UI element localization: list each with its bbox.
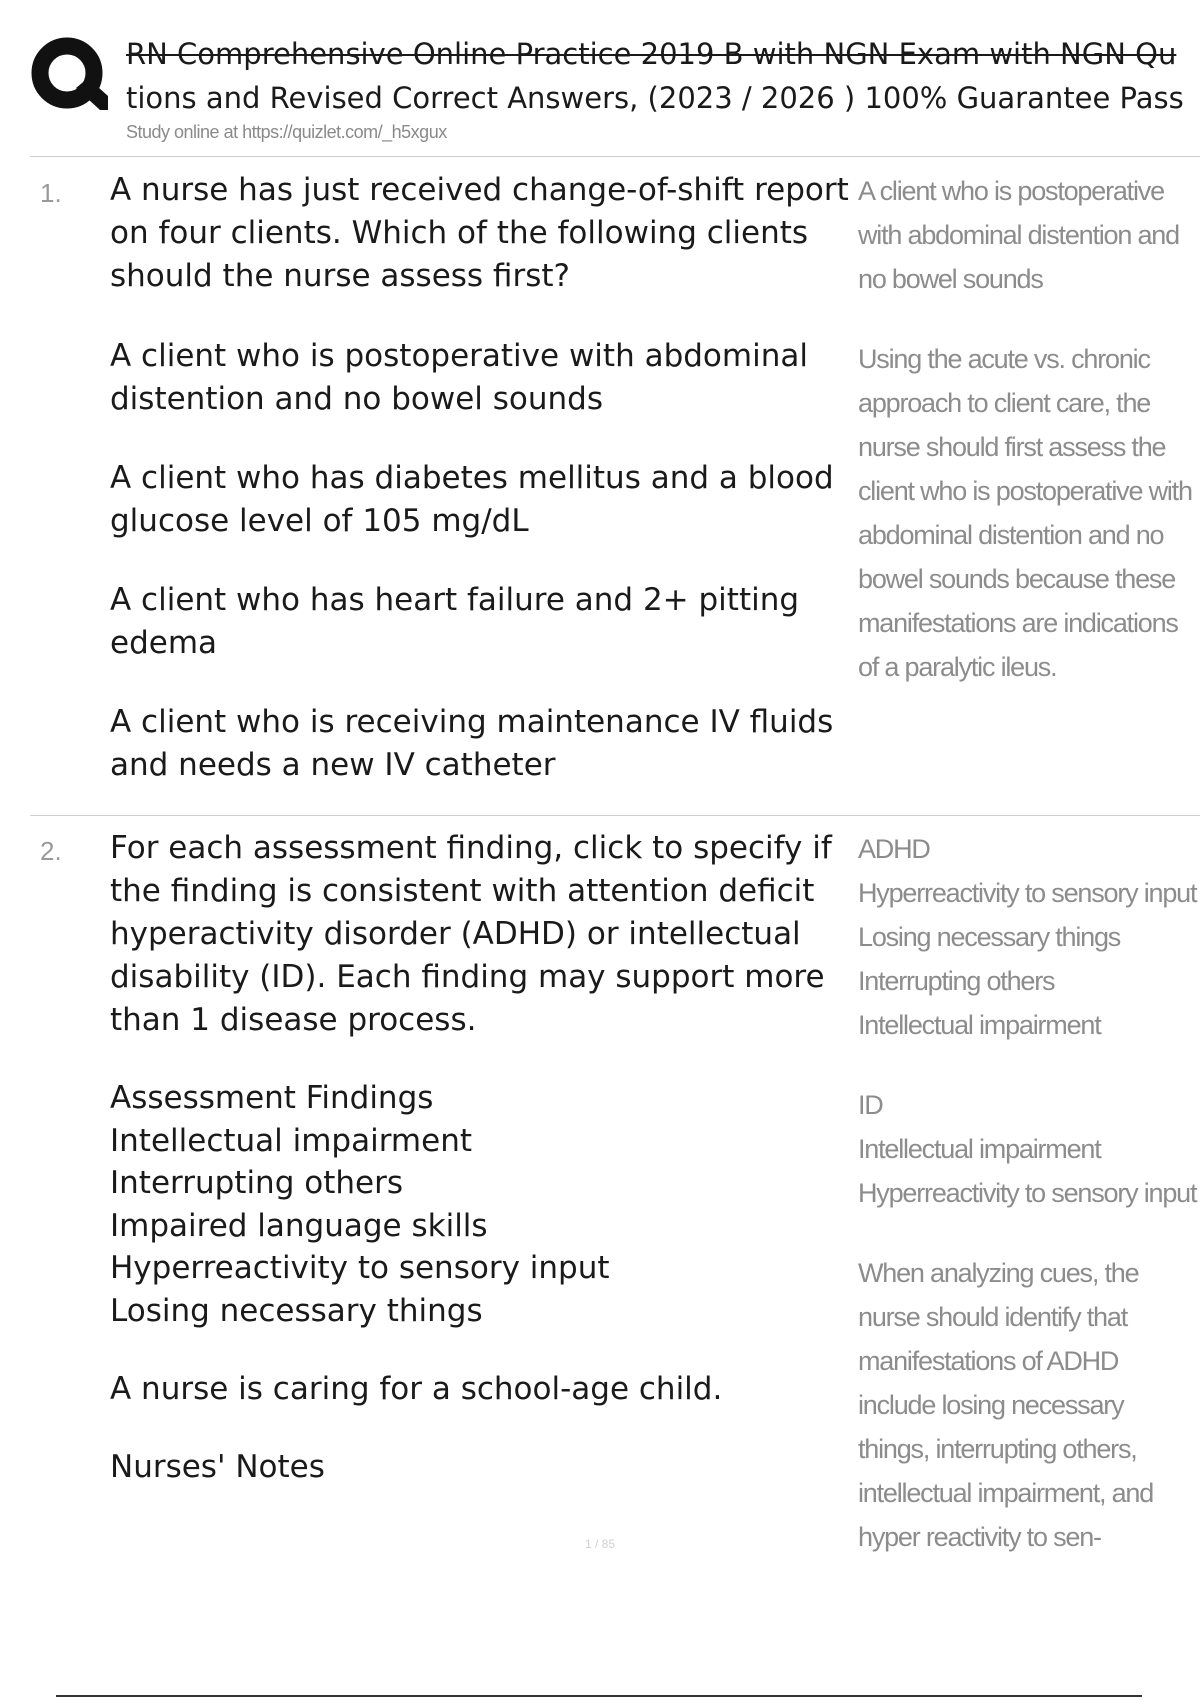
option-item: A client who is postoperative with abdominal distention and no bowel sounds <box>110 338 808 417</box>
page-number: 1 / 85 <box>584 1537 616 1551</box>
scenario-text: A nurse is caring for a school-age child. <box>110 1371 723 1407</box>
option-item: A client who is receiving maintenance IV fluids and needs a new IV catheter <box>110 704 834 783</box>
divider <box>30 815 1200 816</box>
quizlet-logo-icon <box>30 36 108 114</box>
adhd-item: Hyperreactivity to sensory input <box>858 878 1197 908</box>
title-line-2: tions and Revised Correct Answers, (2023 / 2026 ) 100% Guarantee Pass <box>126 81 1184 115</box>
title-line-1: RN Comprehensive Online Practice 2019 B with NGN Exam with NGN Qu <box>126 37 1177 71</box>
finding-item: Hyperreactivity to sensory input <box>110 1250 610 1286</box>
card-number: 2. <box>40 836 62 866</box>
finding-item: Intellectual impairment <box>110 1122 472 1159</box>
finding-item: Interrupting others <box>110 1165 403 1201</box>
nurses-notes-label: Nurses' Notes <box>110 1449 325 1485</box>
document-title <box>126 32 1200 120</box>
option-item: A client who has heart failure and 2+ pitting edema <box>110 582 800 661</box>
divider <box>30 156 1200 157</box>
rationale-text: When analyzing cues, the nurse should identify that manifestations of ADHD include losing necessary things, interrupting others, intellectual impairment, and hyper reactivity to sen- <box>858 1258 1154 1552</box>
study-online-link[interactable]: Study online at https://quizlet.com/_h5xgux <box>126 122 447 142</box>
adhd-item: Intellectual impairment <box>858 1010 1101 1040</box>
question-text: A nurse has just received change-of-shift report on four clients. Which of the following clients should the nurse assess first? <box>110 172 849 294</box>
card-definition <box>858 169 1198 689</box>
card-term <box>110 827 855 1489</box>
id-item: Intellectual impairment <box>858 1134 1101 1164</box>
card-term <box>110 169 855 787</box>
adhd-item: Losing necessary things <box>858 922 1121 952</box>
question-text: For each assessment finding, click to specify if the finding is consistent with attention deficit hyperactivity disorder (ADHD) or intellectual disability (ID). Each finding may support more than 1 disease process. <box>110 830 832 1038</box>
findings-header: Assessment Findings <box>110 1080 434 1116</box>
finding-item: Losing necessary things <box>110 1292 483 1329</box>
id-label: ID <box>858 1090 883 1120</box>
answer-text: A client who is postoperative with abdominal distention and no bowel sounds <box>858 176 1179 294</box>
adhd-item: Interrupting others <box>858 966 1055 996</box>
finding-item: Impaired language skills <box>110 1207 488 1244</box>
id-item: Hyperreactivity to sensory input <box>858 1178 1197 1208</box>
card-number: 1. <box>40 178 62 208</box>
findings-list <box>110 1077 855 1332</box>
bottom-rule <box>56 1695 1142 1697</box>
option-item: A client who has diabetes mellitus and a blood glucose level of 105 mg/dL <box>110 460 834 539</box>
card-definition <box>858 827 1198 1559</box>
document-header <box>0 0 1200 160</box>
rationale-text: Using the acute vs. chronic approach to client care, the nurse should first assess the client who is postoperative with abdominal distention and no bowel sounds because these manifestations are indications of a paralytic ileus. <box>858 344 1192 682</box>
adhd-label: ADHD <box>858 834 930 864</box>
